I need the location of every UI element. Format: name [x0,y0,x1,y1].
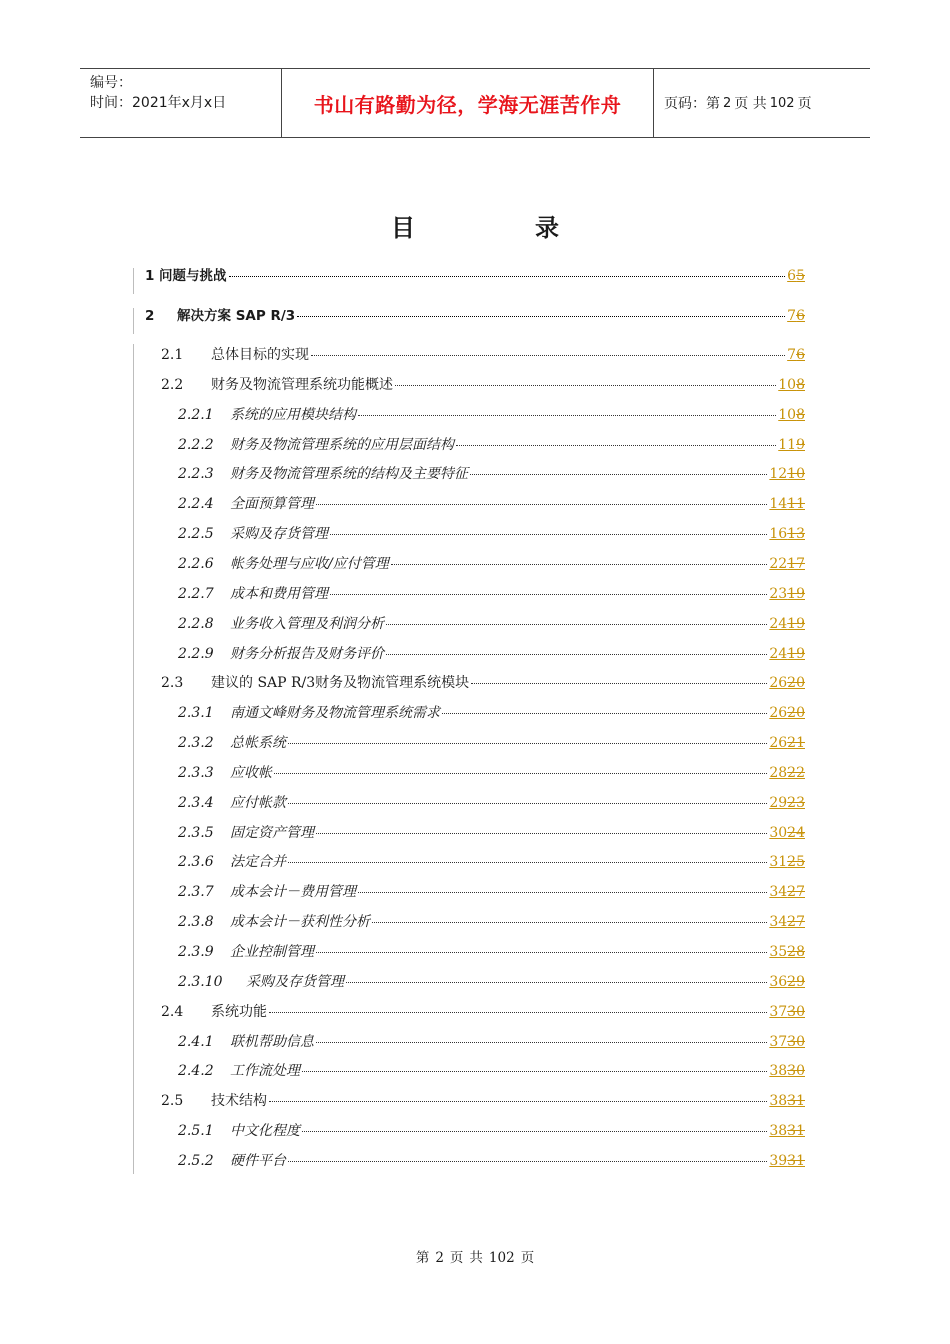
toc-page-number: 10 [778,406,797,423]
toc-page-number: 10 [778,376,797,393]
footer-total-unit: 页 [520,1250,535,1266]
toc-entry-title: 财务及物流管理系统的结构及主要特征 [230,466,468,483]
toc-page-number: 7 [787,347,797,363]
toc-page-link[interactable] [787,347,805,363]
toc-entry-title: 财务及物流管理系统的应用层面结构 [230,436,454,453]
toc-entry[interactable] [133,463,805,483]
toc-page-link[interactable] [769,914,805,930]
toc-entry-title: 硬件平台 [230,1152,286,1169]
toc-page-number: 36 [769,973,788,990]
toc-entry-title: 业务收入管理及利润分析 [230,615,384,632]
toc-entry-title: 南通文峰财务及物流管理系统需求 [230,705,440,722]
toc-entry-number: 2.2.6 [178,555,214,572]
toc-entry[interactable] [133,344,805,364]
toc-page-number: 38 [769,1063,788,1080]
toc-entry-title: 系统的应用模块结构 [230,406,356,423]
toc-page-link[interactable] [769,496,805,512]
toc-page-number-deleted: 28 [787,944,805,960]
toc-entry[interactable] [133,851,805,871]
toc-entry-title: 中文化程度 [230,1123,300,1140]
toc-entry-number: 2 [145,308,155,324]
toc-entry-title: 财务及物流管理系统功能概述 [211,376,393,393]
toc-page-number-deleted: 10 [787,466,805,483]
toc-page-link[interactable] [769,1123,805,1139]
footer-total-label: 共 [469,1250,483,1266]
toc-entry-number: 2.4.1 [178,1033,214,1050]
toc-leader-dots [346,982,767,983]
toc-leader-dots [471,683,767,684]
footer-prefix: 第 [415,1250,430,1266]
footer-page-unit: 页 [449,1250,464,1266]
toc-entry-number: 2.5.1 [178,1123,214,1140]
page-header [80,68,870,138]
toc-page-number: 30 [769,824,788,841]
toc-page-link[interactable] [769,616,805,632]
toc-entry-number: 2.1 [161,347,184,363]
toc-entry-title: 全面预算管理 [230,496,314,513]
toc-entry[interactable] [133,971,805,991]
toc-page-link[interactable] [778,407,805,423]
toc-entry[interactable] [133,304,805,324]
toc-entry-title: 总体目标的实现 [211,347,309,363]
toc-entry[interactable] [133,523,805,543]
toc-leader-dots [302,1131,767,1132]
toc-page-link[interactable] [769,466,805,482]
toc-page-link[interactable] [769,974,805,990]
toc-entry[interactable] [133,822,805,842]
page-title [0,208,950,243]
toc-entry[interactable] [133,374,805,394]
toc-entry-number: 2.4.2 [178,1063,214,1080]
toc-entry[interactable] [133,762,805,782]
toc-page-link[interactable] [769,675,805,691]
toc-entry[interactable] [133,732,805,752]
toc-entry-title: 工作流处理 [230,1063,300,1080]
toc-entry-number: 2.2 [161,376,184,393]
toc-page-number: 26 [769,705,788,722]
toc-page-number-deleted: 25 [787,854,805,871]
toc-entry-number: 2.3.7 [178,884,214,901]
footer-page: 2 [435,1250,444,1266]
toc-page-number: 12 [769,466,788,483]
toc-entry-number: 2.3.3 [178,764,214,781]
toc-page-number-deleted: 13 [787,526,805,543]
header-page-number: 2 [723,95,732,111]
toc-page-link[interactable] [769,705,805,721]
toc-page-number-deleted: 24 [787,824,805,841]
toc-entry-title: 成本会计－获利性分析 [230,914,370,931]
toc-entry-title: 企业控制管理 [230,944,314,960]
toc-leader-dots [386,624,767,625]
toc-leader-dots [330,594,767,595]
toc-leader-dots [269,1012,767,1013]
toc-leader-dots [274,773,767,774]
toc-page-number-deleted: 5 [796,268,805,284]
toc-page-number: 7 [787,308,797,324]
toc-entry-number: 2.3.2 [178,735,214,752]
toc-entry[interactable] [133,404,805,424]
toc-page-link[interactable] [778,377,805,393]
toc-page-number: 37 [769,1033,788,1050]
toc-entry[interactable] [133,553,805,573]
toc-entry[interactable] [133,911,805,931]
toc-page-number: 29 [769,794,788,811]
toc-leader-dots [358,415,776,416]
toc-page-link[interactable] [769,884,805,900]
toc-entry[interactable] [133,1120,805,1140]
toc-page-number-deleted: 19 [787,585,805,602]
toc-page-link[interactable] [769,795,805,811]
toc-page-number-deleted: 31 [787,1123,805,1140]
header-page-mid: 页 共 [734,96,767,112]
toc-entry-number: 2.2.5 [178,526,214,543]
toc-entry-title: 固定资产管理 [230,824,314,841]
toc-entry-title: 建议的 SAP R/3财务及物流管理系统模块 [211,675,470,692]
toc-entry-number: 2.2.1 [178,406,214,423]
header-motto: 书山有路勤为径，学海无涯苦作舟 [282,69,654,137]
toc-page-link[interactable] [769,646,805,662]
toc-leader-dots [456,445,776,446]
toc-page-number: 37 [769,1003,788,1020]
toc-page-link[interactable] [769,765,805,781]
toc-page-number: 22 [769,555,788,572]
toc-leader-dots [288,803,767,804]
toc-leader-dots [316,833,767,834]
toc-page-number: 24 [769,645,788,662]
toc-page-link[interactable] [769,825,805,841]
toc-entry[interactable] [133,643,805,663]
toc-entry-number: 2.5 [161,1093,184,1110]
toc-page-number: 39 [769,1152,788,1169]
toc-entry-number: 2.3.10 [178,973,223,990]
toc-entry[interactable] [133,702,805,722]
toc-entry-title: 财务分析报告及财务评价 [230,645,384,662]
toc-page-number-deleted: 20 [787,675,805,692]
toc-page-number-deleted: 6 [796,308,805,324]
toc-page-link[interactable] [769,586,805,602]
toc-page-link[interactable] [778,437,805,453]
toc-entry[interactable] [133,493,805,513]
toc-page-link[interactable] [769,735,805,751]
toc-page-number-deleted: 19 [787,645,805,662]
toc-page-number: 38 [769,1093,788,1110]
toc-leader-dots [297,316,785,317]
toc-entry-title: 成本会计－费用管理 [230,884,356,901]
toc-page-number-deleted: 19 [787,615,805,632]
toc-entry-title: 帐务处理与应收/应付管理 [230,555,389,572]
toc-entry[interactable] [133,1001,805,1021]
toc-leader-dots [316,504,767,505]
toc-leader-dots [302,1071,767,1072]
toc-page-number-deleted: 11 [787,496,805,513]
footer-total: 102 [488,1250,515,1266]
header-page-indicator [654,69,870,137]
toc-page-number-deleted: 31 [787,1152,805,1169]
toc-entry[interactable] [133,1090,805,1110]
toc-leader-dots [269,1101,767,1102]
toc-page-number-deleted: 6 [796,347,805,363]
toc-leader-dots [229,276,786,277]
header-page-total: 102 [769,95,795,111]
toc-entry-number: 2.4 [161,1003,184,1020]
toc-entry-number: 2.3.1 [178,705,214,722]
toc-page-number-deleted: 31 [787,1093,805,1110]
toc-entry-number: 2.2.2 [178,436,214,453]
toc-leader-dots [395,385,776,386]
toc-page-link[interactable] [769,526,805,542]
toc-page-link[interactable] [769,1004,805,1020]
toc-page-number: 34 [769,884,788,901]
toc-page-number: 26 [769,675,788,692]
toc-entry-number: 2.3.5 [178,824,214,841]
toc-leader-dots [288,743,767,744]
toc-page-link[interactable] [769,1153,805,1169]
toc-entry-number: 2.2.7 [178,585,214,602]
toc-entry[interactable] [133,1150,805,1170]
toc-leader-dots [470,474,767,475]
toc-entry[interactable] [133,264,805,284]
toc-entry-number: 2.2.9 [178,645,214,662]
toc-entry-title: 联机帮助信息 [230,1033,314,1050]
toc-entry[interactable] [133,1031,805,1051]
title-char-1: 目 [391,214,415,242]
toc-page-number: 11 [778,436,797,453]
toc-page-number-deleted: 20 [787,705,805,722]
toc-page-number-deleted: 23 [787,794,805,811]
toc-page-number-deleted: 27 [787,914,805,931]
toc-entry-number: 2.3 [161,675,184,692]
toc-leader-dots [316,952,767,953]
toc-entry-number: 2.5.2 [178,1152,214,1169]
toc-page-link[interactable] [787,268,805,284]
toc-leader-dots [288,862,767,863]
toc-page-number-deleted: 30 [787,1033,805,1050]
toc-leader-dots [316,1042,767,1043]
toc-leader-dots [391,564,768,565]
toc-page-link[interactable] [769,944,805,960]
toc-page-number: 16 [769,526,788,543]
toc-entry[interactable] [133,881,805,901]
toc-page-number: 28 [769,764,788,781]
toc-entry-title: 成本和费用管理 [230,585,328,602]
toc-leader-dots [330,534,767,535]
header-number-label: 编号： [90,75,132,91]
toc-page-number-deleted: 30 [787,1003,805,1020]
toc-entry-title: 解决方案 SAP R/3 [177,308,296,324]
toc-entry-title: 采购及存货管理 [246,973,344,990]
toc-entry[interactable] [133,434,805,454]
toc-leader-dots [288,1161,767,1162]
toc-leader-dots [358,892,767,893]
toc-leader-dots [442,713,767,714]
toc-page-link[interactable] [769,854,805,870]
header-page-suffix: 页 [797,96,812,112]
toc-page-number: 31 [769,854,788,871]
toc-page-number: 24 [769,615,788,632]
toc-entry-title: 应收帐 [230,764,272,781]
toc-entry-title: 系统功能 [211,1003,267,1020]
toc-entry[interactable] [133,792,805,812]
toc-entry-number: 2.3.8 [178,914,214,931]
toc-entry-title: 总帐系统 [230,735,286,752]
toc-entry[interactable] [133,1060,805,1080]
toc-page-number: 23 [769,585,788,602]
toc-page-number-deleted: 30 [787,1063,805,1080]
toc-page-number-deleted: 17 [787,555,805,572]
toc-page-link[interactable] [769,1034,805,1050]
toc-page-number: 35 [769,944,788,960]
toc-page-number: 34 [769,914,788,931]
toc-entry[interactable] [133,941,805,961]
toc-entry-title: 应付帐款 [230,794,286,811]
toc-page-link[interactable] [769,556,805,572]
toc-entry-title: 法定合并 [230,854,286,871]
toc-leader-dots [311,355,785,356]
toc-entry-number: 2.2.8 [178,615,214,632]
toc-page-number: 14 [769,496,788,513]
header-page-prefix: 页码：第 [664,96,720,112]
toc-entry-number: 1 [145,268,155,284]
toc-entry[interactable] [133,672,805,692]
toc-entry-title: 采购及存货管理 [230,526,328,543]
toc-entry-number: 2.2.3 [178,466,214,483]
page-footer [0,1246,950,1266]
toc-entry-number: 2.3.4 [178,794,214,811]
toc-leader-dots [386,654,767,655]
toc-entry-number: 2.3.9 [178,944,214,960]
toc-page-number: 38 [769,1123,788,1140]
title-char-2: 录 [535,214,559,242]
toc-page-number-deleted: 27 [787,884,805,901]
toc-page-number-deleted: 21 [787,735,805,752]
toc-entry[interactable] [133,583,805,603]
toc-entry-title: 问题与挑战 [159,268,227,284]
toc-page-link[interactable] [769,1093,805,1109]
toc-page-link[interactable] [787,308,805,324]
toc-entry[interactable] [133,613,805,633]
toc-page-link[interactable] [769,1063,805,1079]
toc-page-number-deleted: 8 [796,406,805,423]
toc-page-number: 26 [769,735,788,752]
toc-page-number: 6 [787,268,797,284]
toc-page-number-deleted: 9 [796,436,805,453]
toc-page-number-deleted: 29 [787,973,805,990]
toc-entry-number: 2.2.4 [178,496,214,513]
toc-entry-number: 2.3.6 [178,854,214,871]
toc-page-number-deleted: 22 [787,764,805,781]
header-time-label: 时间：2021年x月x日 [90,95,227,111]
toc-page-number-deleted: 8 [796,376,805,393]
header-info-cell [80,69,282,137]
toc-leader-dots [372,922,767,923]
toc-entry-title: 技术结构 [211,1093,267,1110]
